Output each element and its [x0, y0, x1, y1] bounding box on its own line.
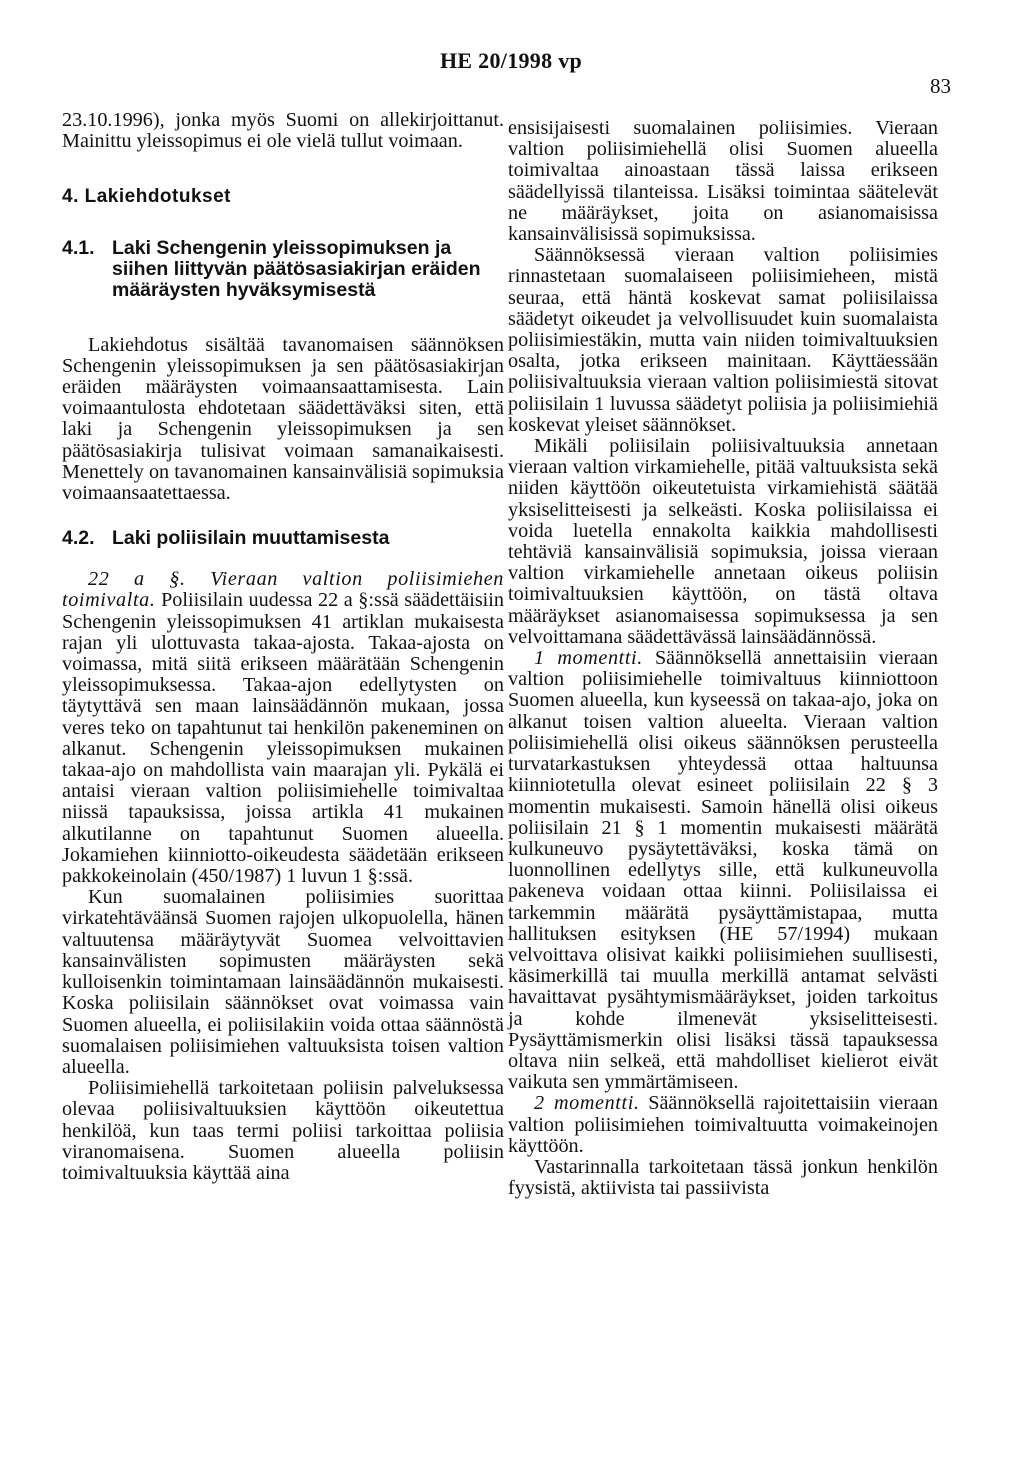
section-number: 4.2. — [62, 527, 95, 550]
section-title: Laki poliisilain muuttamisesta — [112, 527, 390, 550]
paragraph-kun: Kun suomalainen poliisimies suorittaa virkatehtäväänsä Suomen rajojen ulkopuolella, hänen valtuutensa määräytyvät Suomea velvoittavien kansainvälisten sopimusten määräysten sekä kulloisenkin toimintamaan lainsäädännön mukaisesti. Koska poliisilain säännökset ovat voimassa vain Suomen alueella, ei poliisilakiin voida ottaa säännöstä suomalaisen poliisimiehen valtuuksista toisen valtion alueella. — [62, 886, 504, 1078]
document-id: HE 20/1998 vp — [440, 48, 583, 73]
section-heading-4: 4. Lakiehdotukset — [62, 186, 231, 208]
paragraph-saannoksessa: Säännöksessä vieraan valtion poliisimies rinnastetaan suomalaiseen poliisimieheen, mistä seuraa, että häntä koskevat samat poliisilaissa säädetyt oikeudet ja velvollisuudet kuin suomalaista poliisimiestäkin, mutta vain niiden toimivaltuuksien osalta, jotka erikseen mainitaan. Käyttäessään poliisivaltuuksia vieraan valtion poliisimiestä sitovat poliisilain 1 luvussa säädetyt poliisia ja poliisimiehiä koskevat yleiset säännökset. — [508, 244, 938, 436]
momentti-2-italic: 2 momentti. — [534, 1092, 640, 1115]
intro-paragraph: 23.10.1996), jonka myös Suomi on allekirjoittanut. Mainittu yleissopimus ei ole vielä tullut voimaan. — [62, 109, 504, 153]
left-column — [62, 110, 504, 1184]
paragraph-22a-italic: 22 a §. Vieraan valtion poliisimiehen toimivalta. — [62, 568, 504, 612]
paragraph-mikali: Mikäli poliisilain poliisivaltuuksia annetaan vieraan valtion virkamiehelle, pitää valtuuksista sekä niiden käyttöön oikeutetuista virkamiehistä säätää yksiselitteisesti ja selkeästi. Koska poliisilaissa ei voida luetella ennakolta kaikkia mahdollisesti tehtäviä kansainvälisiä sopimuksia, joissa vieraan valtion virkamiehelle annetaan oikeus poliisin toimivaltuuksien käyttöön, on tästä oltava määräykset asianomaisessa sopimuksessa ja sen velvoittamana säädettävässä lainsäädännössä. — [508, 435, 938, 648]
momentti-1-italic: 1 momentti. — [534, 647, 643, 670]
paragraph-continued: ensisijaisesti suomalainen poliisimies. Vieraan valtion poliisimiehellä olisi Suomen alueella toimivaltaa ainoastaan tässä laissa erikseen säädellyissä tilanteissa. Lisäksi toimintaa säätelevät ne määräykset, joita on asianomaisissa kansainvälisissä sopimuksissa. — [508, 117, 938, 246]
section-heading-4-2 — [62, 528, 504, 549]
paragraph-momentti-2 — [508, 1093, 938, 1157]
momentti-1-text: Säännöksellä annettaisiin vieraan valtion poliisimiehelle toimivaltuus kiinniottoon Suomen alueella, kun kyseessä on takaa-ajo, joka on alkanut toisen valtion alueelta. Vieraan valtion poliisimiehellä olisi oikeus säännöksen perusteella turvatarkastuksen yhteydessä ottaa haltuunsa kiinniotetulla olevat esineet poliisilain 22 § 3 momentin mukaisesti. Samoin hänellä olisi oikeus poliisilain 21 § 1 momentin mukaisesti määrätä kulkuneuvo pysäytettäväksi, koska tämä on luonnollinen edellytys sille, että kulkuneuvolla pakeneva voidaan ottaa kiinni. Poliisilaissa ei tarkemmin määrätä pysäyttämistapaa, mutta hallituksen esityksen (HE 57/1994) mukaan velvoittava olisivat kaikki poliisimiehen suullisesti, käsimerkillä tai muulla merkillä antamat selvästi havaittavat pysähtymismääräykset, joiden tarkoitus ja kohde ilmenevät yksiselitteisesti. Pysäyttämismerkin olisi lisäksi tässä tapauksessa oltava niin selkeä, että mahdolliset kielierot eivät vaikuta sen ymmärtämiseen. — [508, 647, 939, 1094]
paragraph-poliisimiehella: Poliisimiehellä tarkoitetaan poliisin palveluksessa olevaa poliisivaltuuksien käyttöön oikeutettua henkilöä, kun taas termi poliisi tarkoittaa poliisia viranomaisena. Suomen alueella poliisin toimivaltuuksia käyttää aina — [62, 1077, 504, 1184]
right-column — [508, 118, 938, 1199]
section-title: Laki Schengenin yleissopimuksen ja siihen liittyvän päätösasiakirjan eräiden määräysten hyväksymisestä — [112, 236, 481, 301]
paragraph-22a-text: Poliisilain uudessa 22 a §:ssä säädettäisiin Schengenin yleissopimuksen 41 artiklan mukaisesta rajan yli ulottuvasta takaa-ajosta. Takaa-ajosta on voimassa, mitä siitä erikseen määrätään Schengenin yleissopimuksessa. Takaa-ajon edellytysten on täytyttävä sen maan lainsäädännön mukaan, jossa veres teko on tapahtunut tai henkilön pakeneminen on alkanut. Schengenin yleissopimuksen mukainen takaa-ajo on mahdollista vain maarajan yli. Pykälä ei antaisi vieraan valtion poliisimiehelle toimivaltaa niissä tapauksissa, joissa artikla 41 mukainen alkutilanne on tapahtunut Suomen alueella. Jokamiehen kiinniotto-oikeudesta säädetään erikseen pakkokeinolain (450/1987) 1 luvun 1 §:ssä. — [62, 589, 504, 888]
momentti-2-text: Säännöksellä rajoitettaisiin vieraan valtion poliisimiehen toimivaltuutta voimakeinojen käyttöön. — [508, 1092, 938, 1157]
paragraph-22a — [62, 569, 504, 887]
paragraph-momentti-1 — [508, 648, 938, 1093]
section-number: 4.1. — [62, 236, 95, 259]
paragraph-4-1: Lakiehdotus sisältää tavanomaisen säännöksen Schengenin yleissopimuksen ja sen päätösasiakirjan eräiden määräysten voimaansaattamisesta. Lain voimaantulosta ehdotetaan säädettäväksi siten, että laki ja Schengenin yleissopimuksen ja sen päätösasiakirja tulisivat voimaan samanaikaisesti. Menettely on tavanomainen kansainvälisiä sopimuksia voimaansaatettaessa. — [62, 333, 504, 505]
page-header — [0, 48, 1024, 98]
section-heading-4-1 — [62, 238, 504, 301]
page-number: 83 — [930, 74, 951, 98]
paragraph-vastarinnalla: Vastarinnalla tarkoitetaan tässä jonkun henkilön fyysistä, aktiivista tai passiivista — [508, 1155, 938, 1200]
